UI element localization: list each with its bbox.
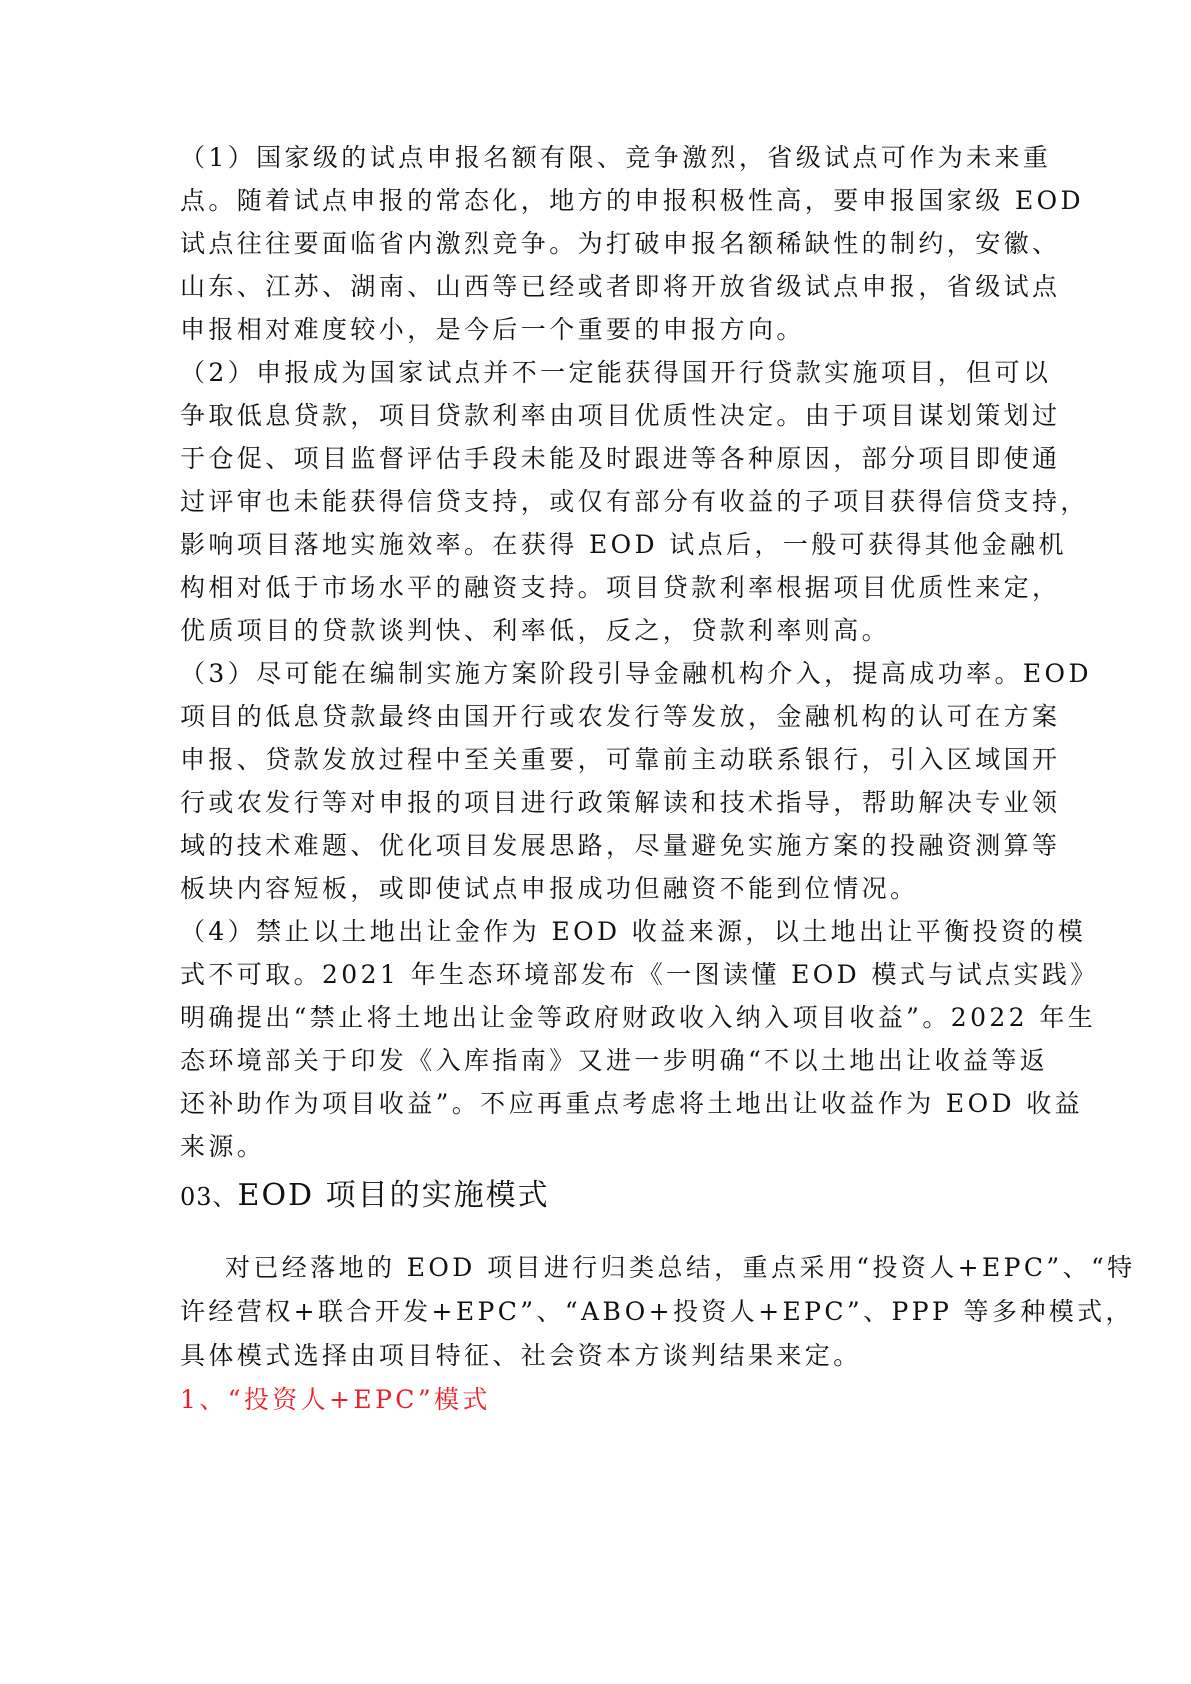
paragraph-4-line-1: （4）禁止以土地出让金作为 EOD 收益来源，以土地出让平衡投资的模 [180, 917, 1087, 946]
paragraph-3-line-3: 申报、贷款发放过程中至关重要，可靠前主动联系银行，引入区域国开 [180, 745, 1061, 774]
paragraph-1-line-2: 点。随着试点申报的常态化，地方的申报积极性高，要申报国家级 EOD [180, 186, 1084, 215]
paragraph-1-line-4: 山东、江苏、湖南、山西等已经或者即将开放省级试点申报，省级试点 [180, 272, 1061, 301]
paragraph-2-line-1: （2）申报成为国家试点并不一定能获得国开行贷款实施项目，但可以 [180, 358, 1052, 387]
paragraph-4-line-4: 态环境部关于印发《入库指南》又进一步明确“不以土地出让收益等返 [180, 1046, 1049, 1075]
paragraph-1-line-3: 试点往往要面临省内激烈竞争。为打破申报名额稀缺性的制约，安徽、 [180, 229, 1061, 258]
paragraph-2-line-7: 优质项目的贷款谈判快、利率低，反之，贷款利率则高。 [180, 616, 891, 645]
paragraph-2-line-4: 过评审也未能获得信贷支持，或仅有部分有收益的子项目获得信贷支持， [180, 487, 1089, 516]
section-title: EOD 项目的实施模式 [237, 1178, 550, 1213]
intro-line-3: 具体模式选择由项目特征、社会资本方谈判结果来定。 [180, 1341, 862, 1370]
paragraph-4-line-5: 还补助作为项目收益”。不应再重点考虑将土地出让收益作为 EOD 收益 [180, 1089, 1084, 1118]
paragraph-3-line-2: 项目的低息贷款最终由国开行或农发行等发放，金融机构的认可在方案 [180, 702, 1061, 731]
intro-line-2: 许经营权+联合开发+EPC”、“ABO+投资人+EPC”、PPP 等多种模式， [180, 1297, 1134, 1326]
paragraph-2-line-6: 构相对低于市场水平的融资支持。项目贷款利率根据项目优质性来定， [180, 573, 1061, 602]
paragraph-4-line-3: 明确提出“禁止将土地出让金等政府财政收入纳入项目收益”。2022 年生 [180, 1003, 1097, 1032]
intro-line-1: 对已经落地的 EOD 项目进行归类总结，重点采用“投资人+EPC”、“特 [225, 1253, 1136, 1282]
paragraph-4-line-6: 来源。 [180, 1132, 266, 1161]
paragraph-4-line-2: 式不可取。2021 年生态环境部发布《一图读懂 EOD 模式与试点实践》 [180, 960, 1099, 989]
paragraph-3-line-6: 板块内容短板，或即使试点申报成功但融资不能到位情况。 [180, 874, 919, 903]
subheading: 1、“投资人+EPC”模式 [180, 1385, 491, 1414]
paragraph-2-line-3: 于仓促、项目监督评估手段未能及时跟进等各种原因，部分项目即使通 [180, 444, 1061, 473]
paragraph-1-line-1: （1）国家级的试点申报名额有限、竞争激烈，省级试点可作为未来重 [180, 143, 1052, 172]
paragraph-1-line-5: 申报相对难度较小，是今后一个重要的申报方向。 [180, 315, 805, 344]
paragraph-3-line-5: 域的技术难题、优化项目发展思路，尽量避免实施方案的投融资测算等 [180, 831, 1061, 860]
paragraph-3-line-4: 行或农发行等对申报的项目进行政策解读和技术指导，帮助解决专业领 [180, 788, 1061, 817]
paragraph-2-line-5: 影响项目落地实施效率。在获得 EOD 试点后，一般可获得其他金融机 [180, 530, 1067, 559]
paragraph-3-line-1: （3）尽可能在编制实施方案阶段引导金融机构介入，提高成功率。EOD [180, 659, 1092, 688]
paragraph-2-line-2: 争取低息贷款，项目贷款利率由项目优质性决定。由于项目谋划策划过 [180, 401, 1061, 430]
section-heading [180, 1178, 550, 1218]
section-number: 03、 [180, 1183, 238, 1211]
